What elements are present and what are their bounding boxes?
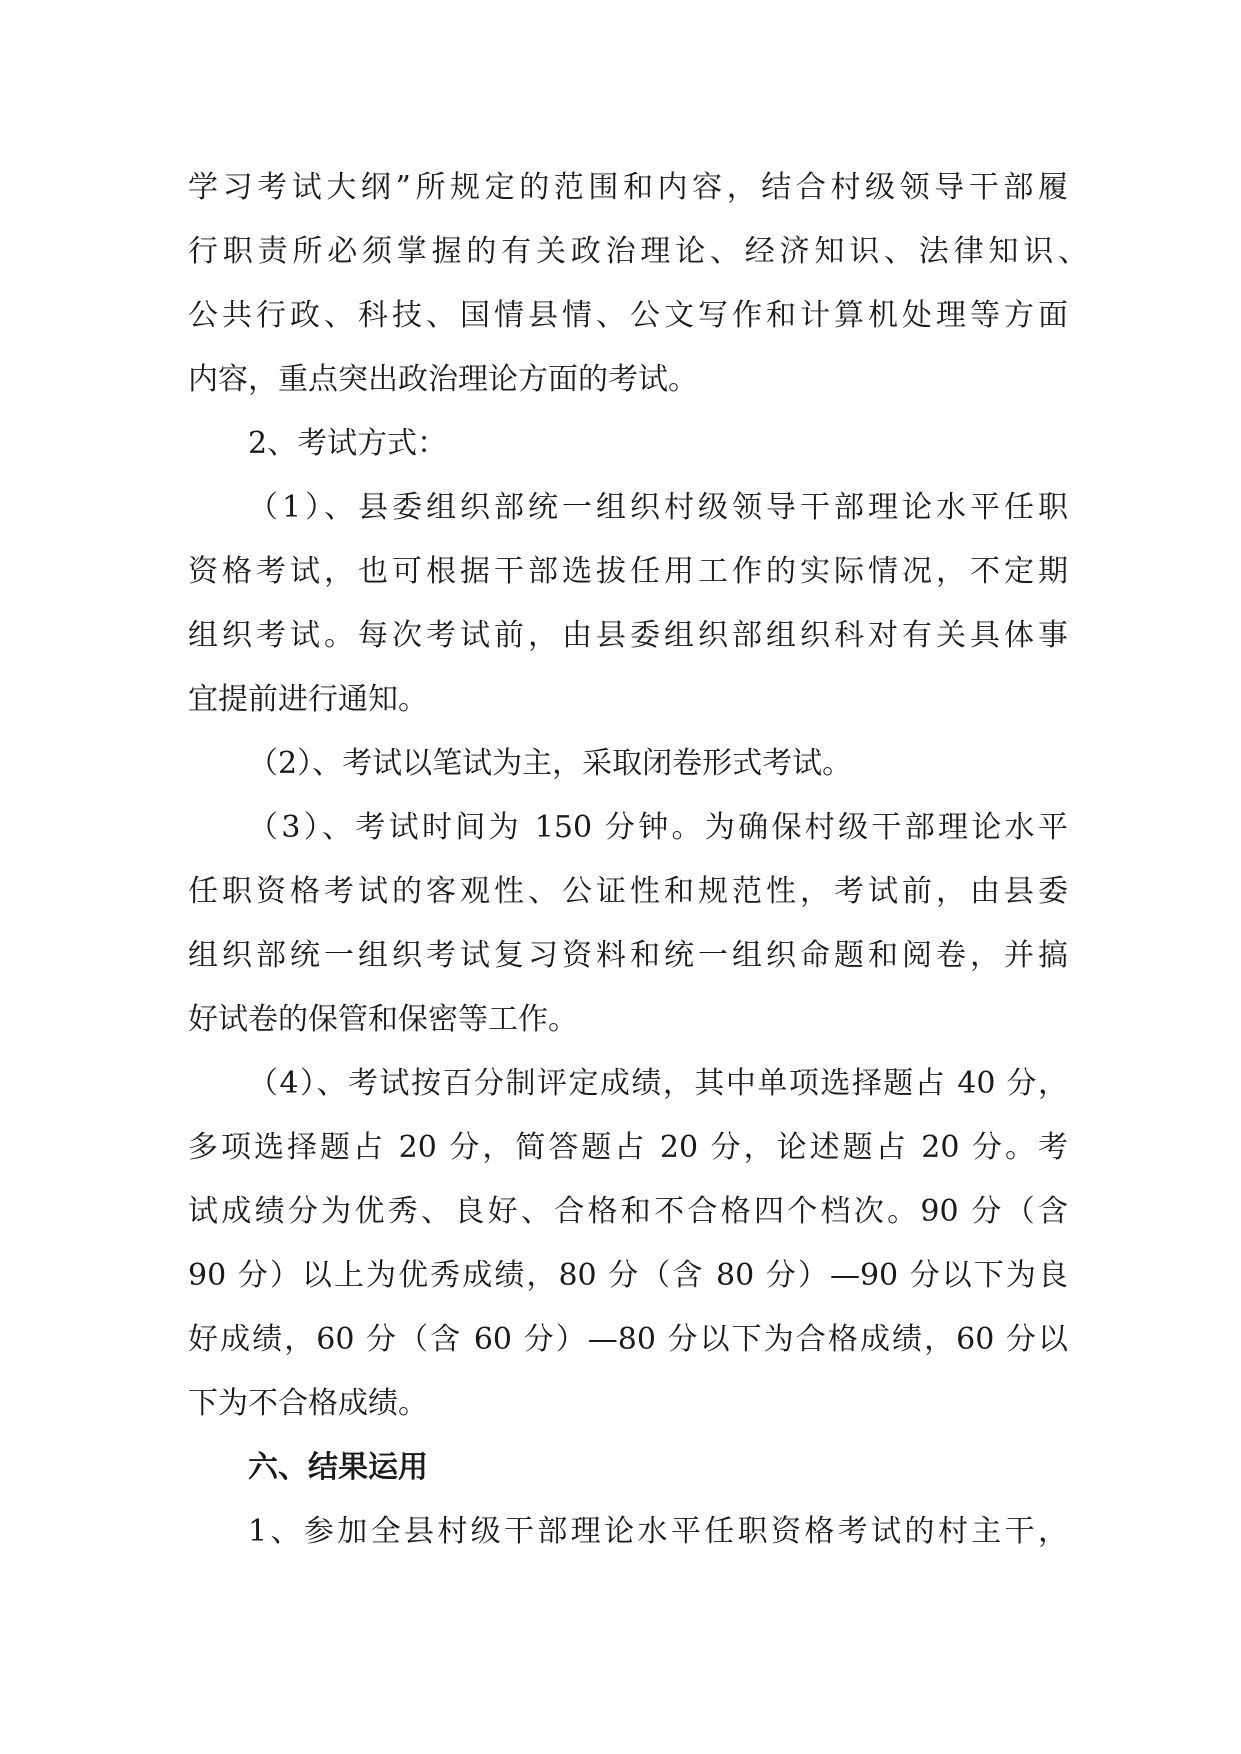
text-line: 行职责所必须掌握的有关政治理论、经济知识、法律知识、 bbox=[188, 234, 1088, 269]
text-line: 任职资格考试的客观性、公证性和规范性，考试前，由县委 bbox=[188, 874, 1068, 909]
text-line: 宜提前进行通知。 bbox=[188, 682, 428, 717]
text-line: 多项选择题占 20 分，简答题占 20 分，论述题占 20 分。考 bbox=[188, 1130, 1068, 1165]
text-line: 资格考试，也可根据干部选拔任用工作的实际情况，不定期 bbox=[188, 554, 1068, 589]
text-line: （1）、县委组织部统一组织村级领导干部理论水平任职 bbox=[248, 490, 1068, 525]
text-line: 90 分）以上为优秀成绩，80 分（含 80 分）—90 分以下为良 bbox=[188, 1258, 1068, 1293]
text-line: 组织部统一组织考试复习资料和统一组织命题和阅卷，并搞 bbox=[188, 938, 1068, 973]
text-line: 试成绩分为优秀、良好、合格和不合格四个档次。90 分（含 bbox=[188, 1194, 1068, 1229]
text-line: 学习考试大纲”所规定的范围和内容，结合村级领导干部履 bbox=[188, 170, 1068, 205]
text-line: （3）、考试时间为 150 分钟。为确保村级干部理论水平 bbox=[248, 810, 1068, 845]
text-line: 组织考试。每次考试前，由县委组织部组织科对有关具体事 bbox=[188, 618, 1068, 653]
text-line: （4）、考试按百分制评定成绩，其中单项选择题占 40 分， bbox=[248, 1066, 1068, 1101]
text-line: 下为不合格成绩。 bbox=[188, 1386, 428, 1421]
text-line: 好试卷的保管和保密等工作。 bbox=[188, 1002, 578, 1037]
section-heading: 六、结果运用 bbox=[248, 1450, 428, 1485]
text-line: 公共行政、科技、国情县情、公文写作和计算机处理等方面 bbox=[188, 298, 1068, 333]
text-line: 内容，重点突出政治理论方面的考试。 bbox=[188, 362, 698, 397]
document-body bbox=[188, 156, 1088, 1564]
section-subheading: 2、考试方式： bbox=[248, 426, 448, 461]
text-line: 1、参加全县村级干部理论水平任职资格考试的村主干， bbox=[248, 1514, 1068, 1549]
text-line: （2）、考试以笔试为主，采取闭卷形式考试。 bbox=[248, 746, 853, 781]
text-line: 好成绩，60 分（含 60 分）—80 分以下为合格成绩，60 分以 bbox=[188, 1322, 1068, 1357]
